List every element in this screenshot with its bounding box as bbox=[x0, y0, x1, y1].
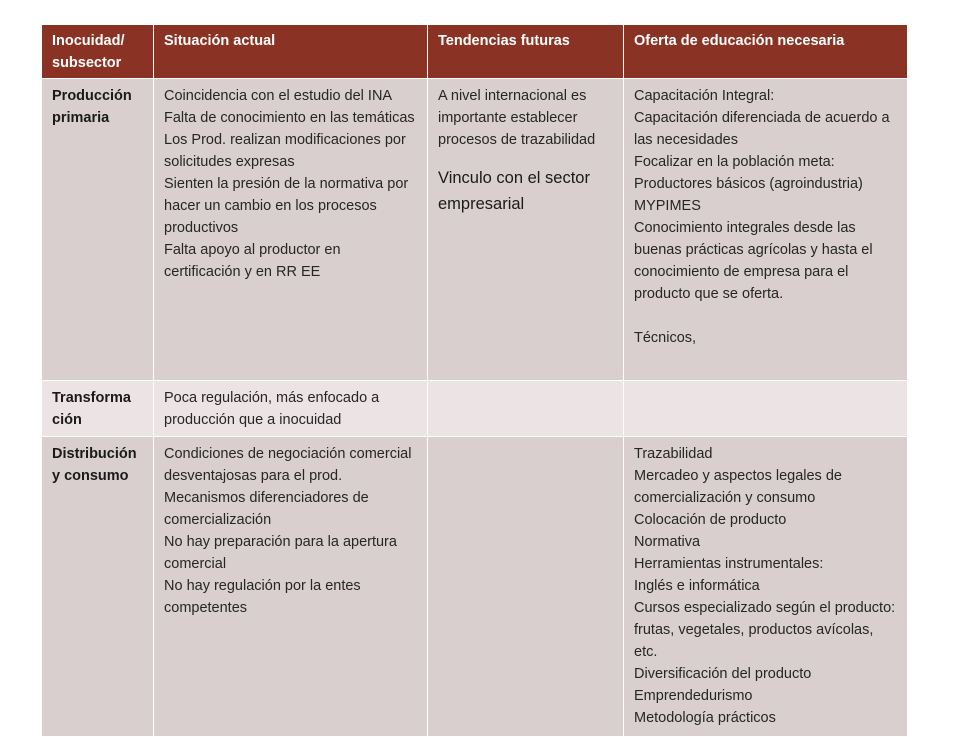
cell-oferta bbox=[624, 79, 908, 381]
header-subsector: Inocuidad/ subsector bbox=[42, 25, 154, 79]
table-row-distribucion bbox=[42, 437, 908, 737]
cell-oferta bbox=[624, 437, 908, 737]
cell-tendencias bbox=[428, 381, 624, 437]
list-item: MYPIMES bbox=[634, 198, 701, 214]
highlight-text: Vinculo con el sector empresarial bbox=[438, 169, 590, 213]
list-item: Mecanismos diferenciadores de comercialización bbox=[164, 490, 369, 528]
cell-tendencias bbox=[428, 437, 624, 737]
table-row-transformacion bbox=[42, 381, 908, 437]
list-item: Inglés e informática bbox=[634, 578, 760, 594]
cell-situacion bbox=[154, 437, 428, 737]
cell-oferta bbox=[624, 381, 908, 437]
header-tendencias: Tendencias futuras bbox=[428, 25, 624, 79]
cell-situacion: Poca regulación, más enfocado a producción que a inocuidad bbox=[154, 381, 428, 437]
list-item: Capacitación diferenciada de acuerdo a las necesidades bbox=[634, 110, 890, 148]
row-label: Distribución y consumo bbox=[42, 437, 154, 737]
list-item: Condiciones de negociación comercial desventajosas para el prod. bbox=[164, 446, 412, 484]
row-label: Transforma ción bbox=[42, 381, 154, 437]
spacer bbox=[634, 305, 897, 327]
list-item: Cursos especializado según el producto: frutas, vegetales, productos avícolas, etc. bbox=[634, 600, 896, 660]
list-item: Productores básicos (agroindustria) bbox=[634, 176, 863, 192]
list-item: Técnicos, bbox=[634, 330, 697, 346]
list-item: Metodología prácticos bbox=[634, 710, 776, 726]
list-item: No hay preparación para la apertura comercial bbox=[164, 534, 397, 572]
list-item: Emprendedurismo bbox=[634, 688, 753, 704]
list-item: Focalizar en la población meta: bbox=[634, 154, 835, 170]
header-situacion: Situación actual bbox=[154, 25, 428, 79]
list-item: No hay regulación por la entes competentes bbox=[164, 578, 361, 616]
list-item: Capacitación Integral: bbox=[634, 88, 775, 104]
row-label: Producción primaria bbox=[42, 79, 154, 381]
list-item: Los Prod. realizan modificaciones por solicitudes expresas bbox=[164, 132, 406, 170]
list-item: A nivel internacional es importante establecer procesos de trazabilidad bbox=[438, 88, 596, 148]
list-item: Normativa bbox=[634, 534, 701, 550]
list-item: Falta de conocimiento en las temáticas bbox=[164, 110, 415, 126]
list-item: Coincidencia con el estudio del INA bbox=[164, 88, 393, 104]
cell-situacion bbox=[154, 79, 428, 381]
list-item: Sienten la presión de la normativa por hacer un cambio en los procesos productivos bbox=[164, 176, 409, 236]
header-oferta: Oferta de educación necesaria bbox=[624, 25, 908, 79]
table-row-produccion bbox=[42, 79, 908, 381]
list-item: Falta apoyo al productor en certificación y en RR EE bbox=[164, 242, 341, 280]
cell-tendencias bbox=[428, 79, 624, 381]
list-item: Conocimiento integrales desde las buenas prácticas agrícolas y hasta el conocimiento de empresa para el producto que se oferta. bbox=[634, 220, 873, 302]
list-item: Diversificación del producto bbox=[634, 666, 812, 682]
education-needs-table bbox=[41, 24, 908, 737]
header-row bbox=[42, 25, 908, 79]
list-item: Mercadeo y aspectos legales de comercialización y consumo bbox=[634, 468, 842, 506]
list-item: Colocación de producto bbox=[634, 512, 787, 528]
list-item: Trazabilidad bbox=[634, 446, 713, 462]
list-item: Herramientas instrumentales: bbox=[634, 556, 824, 572]
